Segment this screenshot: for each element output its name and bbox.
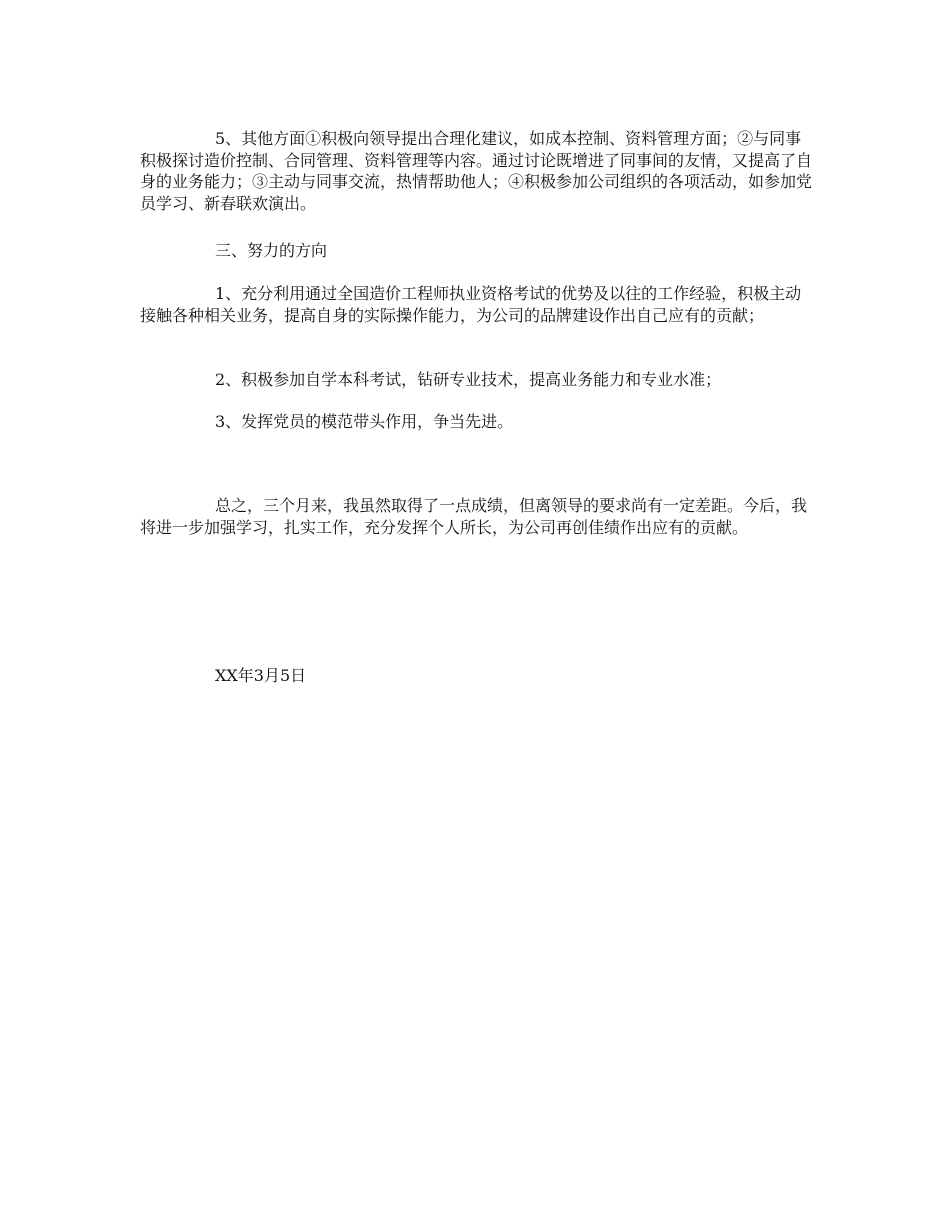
- section-heading-direction: 三、努力的方向: [215, 241, 328, 260]
- paragraph-direction-item-2: 2、积极参加自学本科考试，钻研专业技术，提高业务能力和专业水准；: [215, 370, 722, 389]
- paragraph-other-aspects: 5、其他方面①积极向领导提出合理化建议，如成本控制、资料管理方面；②与同事积极探讨造价控制、合同管理、资料管理等内容。通过讨论既增进了同事间的友情，又提高了自身的业务能力；③主动与同事交流，热情帮助他人；④积极参加公司组织的各项活动，如参加党员学习、新春联欢演出。: [140, 129, 813, 213]
- paragraph-direction-item-1: 1、充分利用通过全国造价工程师执业资格考试的优势及以往的工作经验，积极主动接触各种相关业务，提高自身的实际操作能力，为公司的品牌建设作出自己应有的贡献；: [140, 284, 802, 325]
- document-date: XX年3月5日: [215, 666, 307, 685]
- paragraph-summary: 总之，三个月来，我虽然取得了一点成绩，但离领导的要求尚有一定差距。今后，我将进一步加强学习，扎实工作，充分发挥个人所长，为公司再创佳绩作出应有的贡献。: [140, 496, 808, 537]
- paragraph-direction-item-3: 3、发挥党员的模范带头作用，争当先进。: [215, 412, 514, 431]
